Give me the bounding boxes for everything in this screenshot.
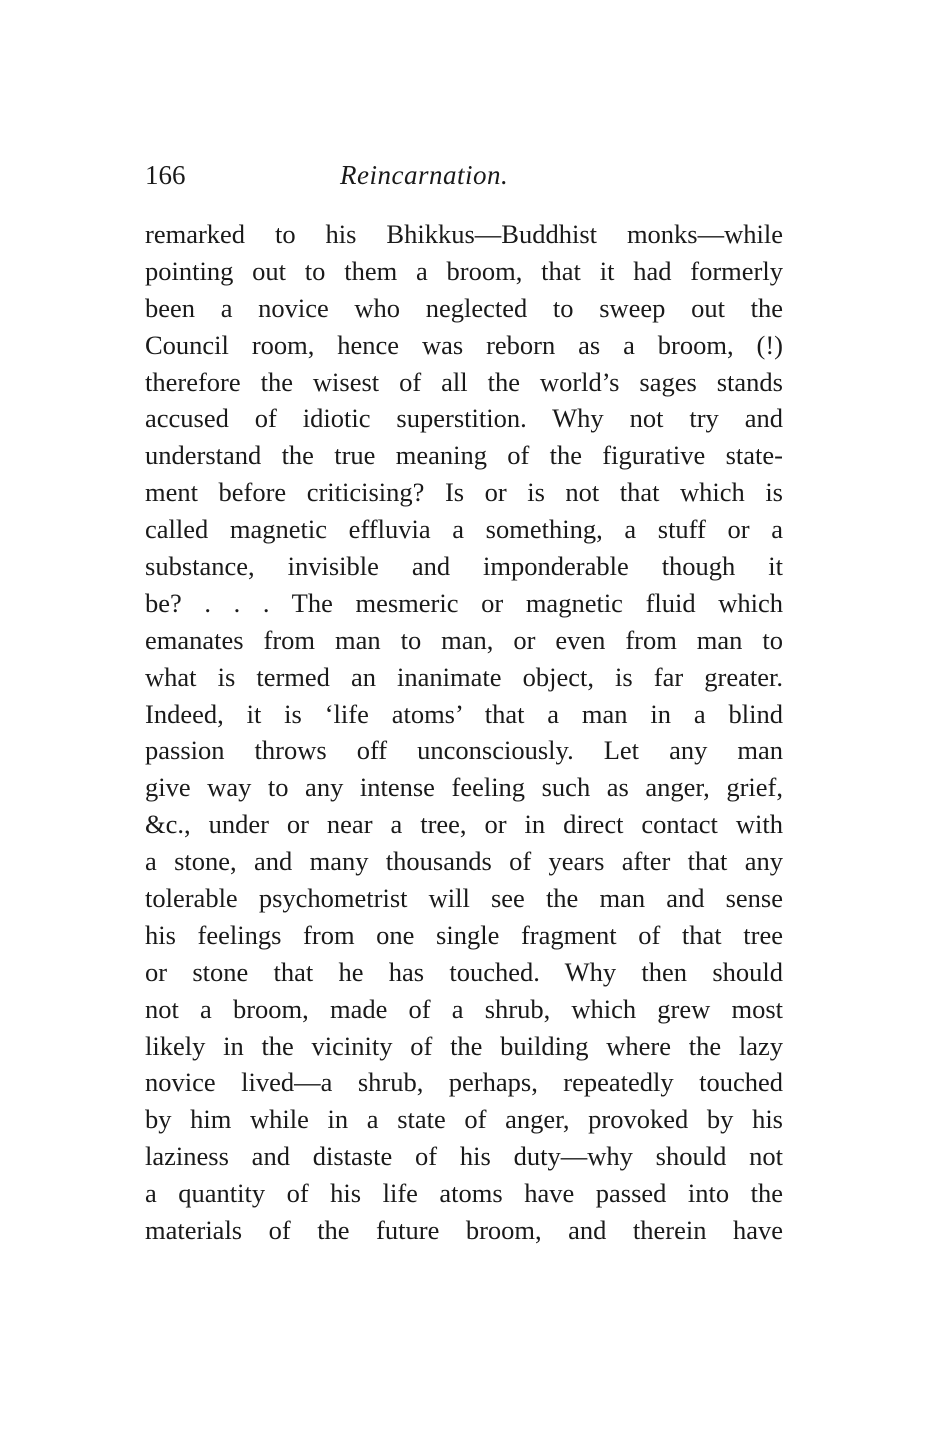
- text-line: remarked to his Bhikkus—Buddhist monks—while: [145, 219, 783, 249]
- text-line: therefore the wisest of all the world’s sages stands: [145, 366, 783, 397]
- text-line: a quantity of his life atoms have passed into the: [145, 1178, 783, 1209]
- text-line: a stone, and many thousands of years after that any: [145, 846, 783, 877]
- body-text: [145, 216, 783, 1249]
- text-line: Council room, hence was reborn as a broom, (!): [145, 329, 783, 360]
- running-head: Reincarnation.: [340, 160, 509, 190]
- text-line: Indeed, it is ‘life atoms’ that a man in a blind: [145, 698, 783, 729]
- text-line: likely in the vicinity of the building where the lazy: [145, 1030, 783, 1061]
- text-line: what is termed an inanimate object, is far greater.: [145, 661, 783, 692]
- text-line: accused of idiotic superstition. Why not try and: [145, 403, 783, 434]
- text-line: novice lived—a shrub, perhaps, repeatedly touched: [145, 1067, 783, 1098]
- text-line: emanates from man to man, or even from man to: [145, 624, 783, 655]
- text-line: not a broom, made of a shrub, which grew most: [145, 993, 783, 1024]
- text-line: been a novice who neglected to sweep out the: [145, 292, 783, 323]
- text-line: be? . . . The mesmeric or magnetic fluid which: [145, 587, 783, 618]
- text-line: called magnetic effluvia a something, a stuff or a: [145, 514, 783, 545]
- text-line: &c., under or near a tree, or in direct contact with: [145, 809, 783, 840]
- text-line: substance, invisible and imponderable though it: [145, 551, 783, 582]
- text-line: give way to any intense feeling such as anger, grief,: [145, 772, 783, 803]
- text-line: laziness and distaste of his duty—why should not: [145, 1141, 783, 1172]
- text-line: materials of the future broom, and therein have: [145, 1215, 783, 1246]
- text-line: tolerable psychometrist will see the man and sense: [145, 883, 783, 914]
- text-line: pointing out to them a broom, that it had formerly: [145, 255, 783, 286]
- text-line: ment before criticising? Is or is not that which is: [145, 477, 783, 508]
- text-line: or stone that he has touched. Why then should: [145, 956, 783, 987]
- text-line: his feelings from one single fragment of that tree: [145, 919, 783, 950]
- text-line: by him while in a state of anger, provoked by his: [145, 1104, 783, 1135]
- text-line: understand the true meaning of the figurative state-: [145, 440, 783, 471]
- text-line: passion throws off unconsciously. Let any man: [145, 735, 783, 766]
- page-number: 166: [145, 160, 186, 190]
